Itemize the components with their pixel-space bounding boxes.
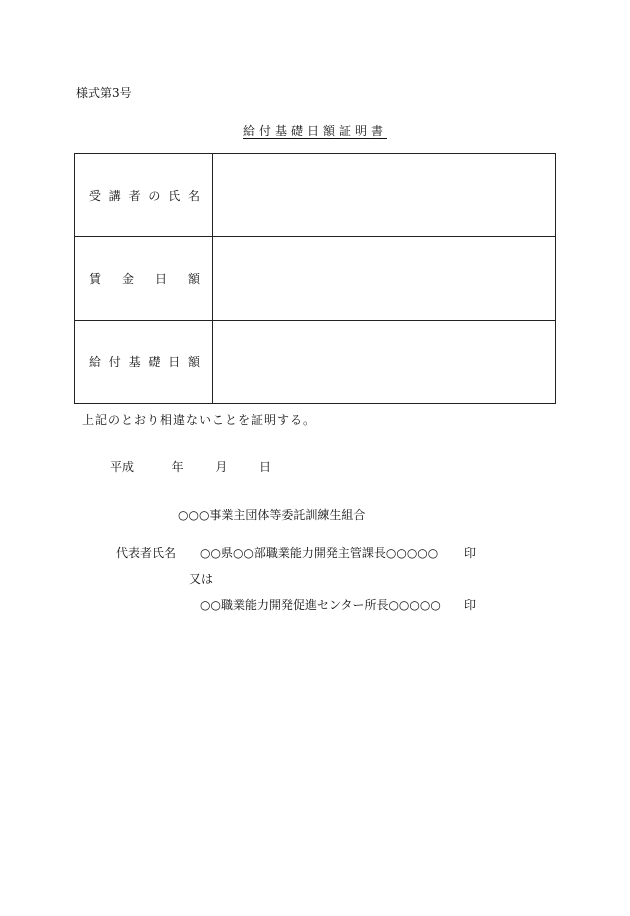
date-era: 平成 <box>110 460 135 474</box>
label-char: 額 <box>187 355 200 370</box>
label-char: 金 <box>121 271 134 286</box>
label-char: 日 <box>168 355 181 370</box>
daily-wage-label <box>75 237 213 320</box>
trainee-name-label <box>75 154 213 237</box>
table-row-daily-wage <box>75 237 556 320</box>
label-char: 額 <box>187 271 200 286</box>
organization-name: ○○○事業主団体等委託訓練生組合 <box>178 508 366 522</box>
or-word: 又は <box>189 572 214 586</box>
label-char: 講 <box>108 188 121 203</box>
table-row-benefit-base <box>75 320 556 403</box>
daily-wage-value[interactable] <box>213 237 556 320</box>
representative-line-2: ○○職業能力開発促進センター所長○○○○○ <box>200 598 441 612</box>
form-number: 様式第3号 <box>76 86 132 100</box>
label-char: 付 <box>108 355 121 370</box>
date-year: 年 <box>171 460 184 474</box>
certification-statement: 上記のとおり相違ないことを証明する。 <box>82 413 317 427</box>
label-char: 名 <box>187 188 200 203</box>
label-char: 氏 <box>168 188 181 203</box>
benefit-base-value[interactable] <box>213 320 556 403</box>
label-char: 者 <box>128 188 141 203</box>
date-day: 日 <box>259 460 272 474</box>
label-char: 賃 <box>89 271 102 286</box>
certificate-table <box>74 153 556 404</box>
representative-label: 代表者氏名 <box>116 546 177 560</box>
representative-line-1: ○○県○○部職業能力開発主管課長○○○○○ <box>200 546 439 560</box>
seal-mark-1: 印 <box>464 546 477 560</box>
trainee-name-value[interactable] <box>213 154 556 237</box>
label-char: 基 <box>128 355 141 370</box>
table-row-trainee-name <box>75 154 556 237</box>
label-char: 礎 <box>148 355 161 370</box>
date-month: 月 <box>215 460 228 474</box>
label-char: 日 <box>154 271 167 286</box>
label-char: 受 <box>89 188 102 203</box>
label-char: 給 <box>89 355 102 370</box>
benefit-base-label <box>75 320 213 403</box>
document-title <box>0 124 630 138</box>
seal-mark-2: 印 <box>464 598 477 612</box>
document-title-text: 給付基礎日額証明書 <box>242 124 387 138</box>
date-line <box>110 460 271 474</box>
label-char: の <box>148 188 161 203</box>
